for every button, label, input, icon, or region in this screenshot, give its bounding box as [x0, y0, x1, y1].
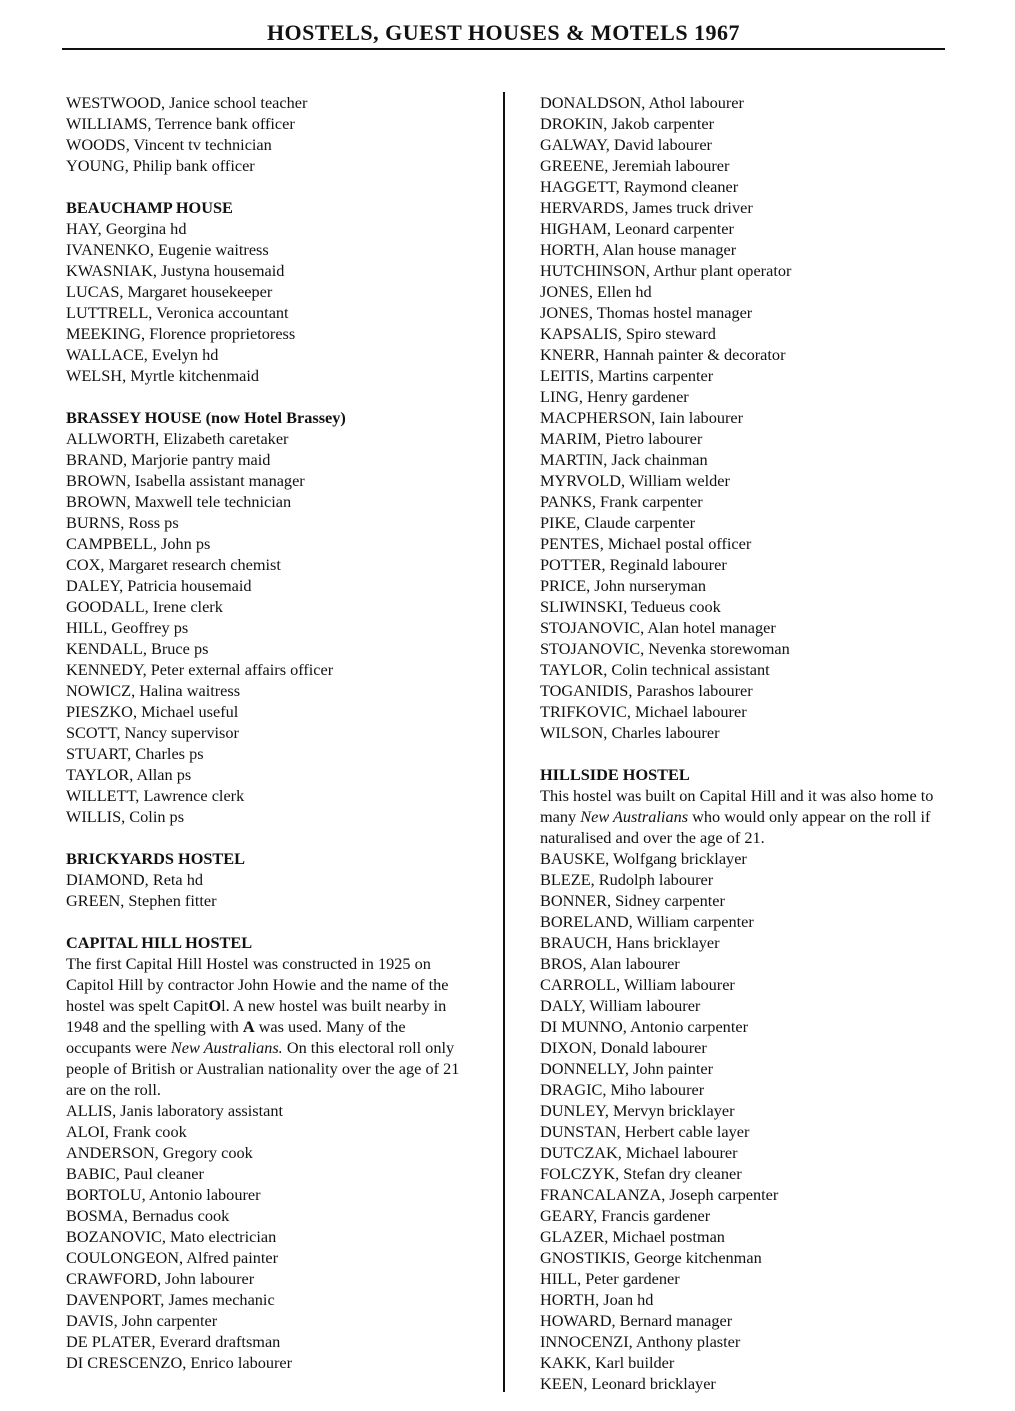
roll-entry: BROWN, Maxwell tele technician [66, 492, 292, 511]
brassey-entries [66, 428, 486, 827]
roll-entry: HERVARDS, James truck driver [540, 198, 753, 217]
section-heading-beauchamp: BEAUCHAMP HOUSE [66, 198, 233, 217]
roll-entry: HORTH, Joan hd [540, 1290, 654, 1309]
roll-entry: TOGANIDIS, Parashos labourer [540, 681, 753, 700]
description-bold-letter: A [242, 1017, 255, 1036]
roll-entry: ANDERSON, Gregory cook [66, 1143, 253, 1162]
roll-entry: WOODS, Vincent tv technician [66, 135, 272, 154]
roll-entry: SCOTT, Nancy supervisor [66, 723, 239, 742]
roll-entry: CARROLL, William labourer [540, 975, 735, 994]
roll-entry: BABIC, Paul cleaner [66, 1164, 204, 1183]
roll-entry: KENDALL, Bruce ps [66, 639, 209, 658]
roll-entry: DAVIS, John carpenter [66, 1311, 218, 1330]
roll-entry: MACPHERSON, Iain labourer [540, 408, 744, 427]
description-text: was used. Many of the occupants were [66, 1017, 406, 1057]
column-divider [503, 92, 505, 1392]
brickyards-entries [66, 869, 486, 911]
description-text: who would only appear on the roll if naturalised and over the age of 21. [540, 807, 931, 847]
roll-entry: BORELAND, William carpenter [540, 912, 754, 931]
roll-entry: LEITIS, Martins carpenter [540, 366, 714, 385]
roll-entry: KAPSALIS, Spiro steward [540, 324, 716, 343]
roll-entry: KENNEDY, Peter external affairs officer [66, 660, 334, 679]
roll-entry: DUNSTAN, Herbert cable layer [540, 1122, 750, 1141]
roll-entry: BRAND, Marjorie pantry maid [66, 450, 271, 469]
roll-entry: GALWAY, David labourer [540, 135, 712, 154]
roll-entry: ALOI, Frank cook [66, 1122, 187, 1141]
roll-entry: GREEN, Stephen fitter [66, 891, 217, 910]
roll-entry: LING, Henry gardener [540, 387, 689, 406]
roll-entry: DIAMOND, Reta hd [66, 870, 204, 889]
roll-entry: MARTIN, Jack chainman [540, 450, 708, 469]
roll-entry: KWASNIAK, Justyna housemaid [66, 261, 285, 280]
roll-entry: MARIM, Pietro labourer [540, 429, 703, 448]
description-text: The first Capital Hill Hostel was constructed in 1925 on Capitol Hill by contractor John Howie and the name of the hostel was spelt Capit [66, 954, 449, 1015]
roll-entry: DE PLATER, Everard draftsman [66, 1332, 281, 1351]
hillside-entries [540, 848, 960, 1394]
right-column [540, 92, 960, 1394]
section-gap [540, 743, 960, 764]
roll-entry: GLAZER, Michael postman [540, 1227, 725, 1246]
continued-entries [66, 92, 486, 176]
capital-hill-description [66, 953, 461, 1100]
description-text: l. A new hostel was built nearby in 1948 and the spelling with [66, 996, 447, 1036]
roll-entry: STOJANOVIC, Nevenka storewoman [540, 639, 790, 658]
roll-entry: BOSMA, Bernadus cook [66, 1206, 230, 1225]
title-rule [62, 48, 945, 50]
section-gap [66, 386, 486, 407]
roll-entry: TRIFKOVIC, Michael labourer [540, 702, 747, 721]
roll-entry: LUCAS, Margaret housekeeper [66, 282, 273, 301]
roll-entry: ALLWORTH, Elizabeth caretaker [66, 429, 289, 448]
roll-entry: PIKE, Claude carpenter [540, 513, 696, 532]
roll-entry: PRICE, John nurseryman [540, 576, 706, 595]
roll-entry: STUART, Charles ps [66, 744, 204, 763]
roll-entry: CAMPBELL, John ps [66, 534, 211, 553]
roll-entry: HAY, Georgina hd [66, 219, 187, 238]
roll-entry: DI MUNNO, Antonio carpenter [540, 1017, 748, 1036]
roll-entry: BOZANOVIC, Mato electrician [66, 1227, 277, 1246]
hillside-description [540, 785, 945, 848]
roll-entry: MEEKING, Florence proprietoress [66, 324, 296, 343]
roll-entry: DUTCZAK, Michael labourer [540, 1143, 738, 1162]
section-gap [66, 176, 486, 197]
roll-entry: GEARY, Francis gardener [540, 1206, 711, 1225]
roll-entry: TAYLOR, Colin technical assistant [540, 660, 770, 679]
roll-entry: WILLIS, Colin ps [66, 807, 185, 826]
roll-entry: LUTTRELL, Veronica accountant [66, 303, 289, 322]
roll-entry: PIESZKO, Michael useful [66, 702, 239, 721]
roll-entry: IVANENKO, Eugenie waitress [66, 240, 269, 259]
page-title: HOSTELS, GUEST HOUSES & MOTELS 1967 [266, 20, 741, 45]
description-italic: New Australians. [170, 1038, 283, 1057]
roll-entry: FRANCALANZA, Joseph carpenter [540, 1185, 779, 1204]
capital-hill-entries-continued [540, 92, 960, 743]
beauchamp-entries [66, 218, 486, 386]
section-heading-brassey: BRASSEY HOUSE (now Hotel Brassey) [66, 408, 346, 427]
roll-entry: DALY, William labourer [540, 996, 701, 1015]
roll-entry: BROS, Alan labourer [540, 954, 680, 973]
roll-entry: HOWARD, Bernard manager [540, 1311, 733, 1330]
roll-entry: HAGGETT, Raymond cleaner [540, 177, 739, 196]
roll-entry: WILSON, Charles labourer [540, 723, 720, 742]
roll-entry: NOWICZ, Halina waitress [66, 681, 241, 700]
roll-entry: ALLIS, Janis laboratory assistant [66, 1101, 284, 1120]
roll-entry: JONES, Ellen hd [540, 282, 652, 301]
section-heading-brickyards: BRICKYARDS HOSTEL [66, 849, 245, 868]
roll-entry: BURNS, Ross ps [66, 513, 179, 532]
description-italic: New Australians [580, 807, 689, 826]
roll-entry: FOLCZYK, Stefan dry cleaner [540, 1164, 742, 1183]
roll-entry: MYRVOLD, William welder [540, 471, 730, 490]
roll-entry: GOODALL, Irene clerk [66, 597, 223, 616]
description-text: On this electoral roll only people of British or Australian nationality over the age of 21 are on the roll. [66, 1038, 460, 1099]
roll-entry: DAVENPORT, James mechanic [66, 1290, 275, 1309]
roll-entry: DUNLEY, Mervyn bricklayer [540, 1101, 735, 1120]
roll-entry: TAYLOR, Allan ps [66, 765, 192, 784]
roll-entry: BRAUCH, Hans bricklayer [540, 933, 720, 952]
roll-entry: INNOCENZI, Anthony plaster [540, 1332, 741, 1351]
description-text: This hostel was built on Capital Hill and it was also home to many [540, 786, 934, 826]
roll-entry: DIXON, Donald labourer [540, 1038, 707, 1057]
roll-entry: BONNER, Sidney carpenter [540, 891, 725, 910]
roll-entry: DONNELLY, John painter [540, 1059, 714, 1078]
roll-entry: HUTCHINSON, Arthur plant operator [540, 261, 792, 280]
roll-entry: WESTWOOD, Janice school teacher [66, 93, 308, 112]
roll-entry: POTTER, Reginald labourer [540, 555, 727, 574]
section-gap [66, 827, 486, 848]
roll-entry: BORTOLU, Antonio labourer [66, 1185, 261, 1204]
roll-entry: DONALDSON, Athol labourer [540, 93, 744, 112]
roll-entry: BLEZE, Rudolph labourer [540, 870, 714, 889]
roll-entry: PANKS, Frank carpenter [540, 492, 703, 511]
roll-entry: DALEY, Patricia housemaid [66, 576, 252, 595]
capital-hill-entries [66, 1100, 486, 1373]
roll-entry: HILL, Peter gardener [540, 1269, 680, 1288]
section-heading-capital-hill: CAPITAL HILL HOSTEL [66, 933, 253, 952]
roll-entry: COX, Margaret research chemist [66, 555, 281, 574]
roll-entry: KNERR, Hannah painter & decorator [540, 345, 786, 364]
roll-entry: SLIWINSKI, Tedueus cook [540, 597, 721, 616]
roll-entry: WILLIAMS, Terrence bank officer [66, 114, 295, 133]
roll-entry: BROWN, Isabella assistant manager [66, 471, 305, 490]
roll-entry: CRAWFORD, John labourer [66, 1269, 255, 1288]
roll-entry: YOUNG, Philip bank officer [66, 156, 255, 175]
roll-entry: HORTH, Alan house manager [540, 240, 737, 259]
section-gap [66, 911, 486, 932]
roll-entry: WALLACE, Evelyn hd [66, 345, 219, 364]
roll-entry: KEEN, Leonard bricklayer [540, 1374, 716, 1393]
section-heading-hillside: HILLSIDE HOSTEL [540, 765, 690, 784]
roll-entry: WILLETT, Lawrence clerk [66, 786, 245, 805]
roll-entry: BAUSKE, Wolfgang bricklayer [540, 849, 747, 868]
roll-entry: STOJANOVIC, Alan hotel manager [540, 618, 776, 637]
roll-entry: WELSH, Myrtle kitchenmaid [66, 366, 260, 385]
roll-entry: GREENE, Jeremiah labourer [540, 156, 730, 175]
roll-entry: DRAGIC, Miho labourer [540, 1080, 705, 1099]
left-column [66, 92, 486, 1373]
description-bold-letter: O [208, 996, 222, 1015]
roll-entry: JONES, Thomas hostel manager [540, 303, 753, 322]
roll-entry: HILL, Geoffrey ps [66, 618, 189, 637]
roll-entry: HIGHAM, Leonard carpenter [540, 219, 734, 238]
roll-entry: GNOSTIKIS, George kitchenman [540, 1248, 762, 1267]
roll-entry: PENTES, Michael postal officer [540, 534, 752, 553]
roll-entry: DROKIN, Jakob carpenter [540, 114, 715, 133]
roll-entry: KAKK, Karl builder [540, 1353, 675, 1372]
roll-entry: DI CRESCENZO, Enrico labourer [66, 1353, 293, 1372]
roll-entry: COULONGEON, Alfred painter [66, 1248, 279, 1267]
